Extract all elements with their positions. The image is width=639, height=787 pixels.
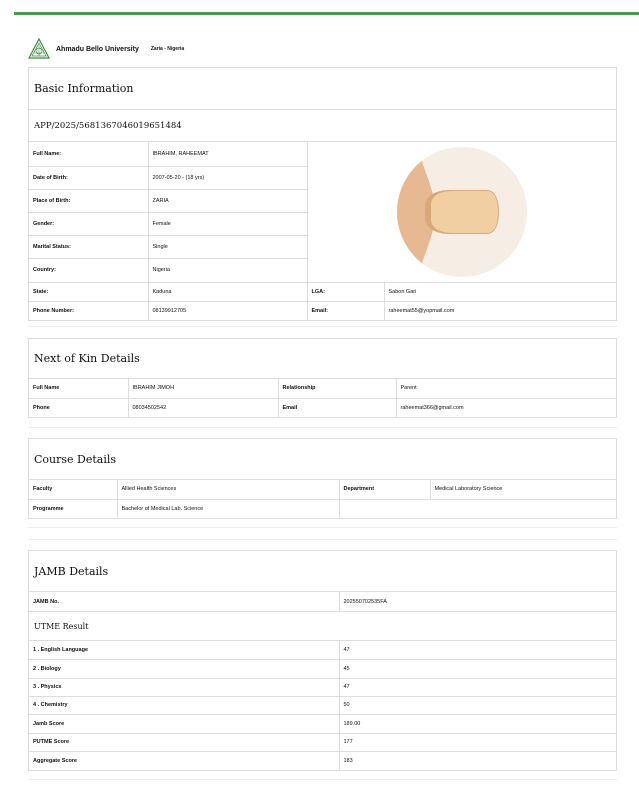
state-value: Kaduna [148,282,307,301]
nok-name-value: IBRAHIM JIMOH [128,379,278,398]
divider [28,527,617,528]
top-accent-bar [14,12,639,15]
nok-name-label: Full Name [29,379,128,398]
section-title: JAMB Details [29,551,616,592]
full-name-value: IBRAHIM, RAHEEMAT [148,142,307,166]
pob-label: Place of Birth: [29,189,148,212]
full-name-label: Full Name: [29,142,148,166]
university-name: Ahmadu Bello University [56,45,139,53]
table-row [29,592,616,611]
table-row [29,696,616,714]
table-row [29,641,616,659]
gender-value: Female [148,212,307,235]
next-of-kin-section [28,338,617,418]
nok-email-label: Email [278,398,396,417]
gender-label: Gender: [29,212,148,235]
jamb-no-label: JAMB No. [29,592,339,611]
subject-name: 4 . Chemistry [29,696,339,714]
department-value: Medical Laboratory Science [430,480,616,499]
jamb-number-table [29,592,616,611]
table-row [29,751,616,770]
divider [28,326,617,327]
table-row [29,379,616,398]
jamb-details-section [28,550,617,771]
putme-score-value: 177 [339,733,616,751]
aggregate-score-label: Aggregate Score [29,751,339,770]
photo-cell [307,142,616,282]
divider [28,539,617,540]
divider [28,427,617,428]
subject-score: 45 [339,659,616,678]
course-details-section [28,438,617,519]
country-value: Nigeria [148,258,307,282]
application-number: APP/2025/5681367046019651484 [29,110,616,142]
course-details-table [29,480,616,518]
pob-value: ZARIA [148,189,307,212]
subject-score: 50 [339,696,616,714]
subject-score: 47 [339,678,616,696]
jamb-no-value: 202550702535FA [339,592,616,611]
university-location: Zaria - Nigeria [150,46,185,52]
marital-status-value: Single [148,235,307,258]
table-row [29,398,616,417]
divider [28,779,617,780]
dob-value: 2007-05-20 - (18 yrs) [148,166,307,189]
table-row [29,714,616,733]
lga-label: LGA: [307,282,384,301]
section-title: Next of Kin Details [29,339,616,379]
table-row [29,733,616,751]
nok-relationship-value: Parent [396,379,616,398]
state-label: State: [29,282,148,301]
country-label: Country: [29,258,148,282]
applicant-photo-avatar [395,145,529,279]
faculty-label: Faculty [29,480,117,499]
basic-information-section [28,67,617,321]
table-row [29,480,616,499]
utme-result-title: UTME Result [29,611,616,641]
programme-value: Bachelor of Medical Lab. Science [117,499,339,518]
page-header [28,37,184,61]
jamb-score-label: Jamb Score [29,714,339,733]
programme-label: Programme [29,499,117,518]
section-title: Course Details [29,439,616,480]
utme-result-table [29,641,616,770]
nok-phone-label: Phone [29,398,128,417]
email-label: Email: [307,301,384,320]
university-logo-icon [28,38,50,60]
basic-info-table [29,142,616,320]
subject-name: 2 . Biology [29,659,339,678]
section-title: Basic Information [29,68,616,110]
nok-relationship-label: Relationship [278,379,396,398]
table-row [29,282,616,301]
faculty-value: Allied Health Sciences [117,480,339,499]
table-row [29,659,616,678]
subject-name: 1 . English Language [29,641,339,659]
table-row [29,301,616,320]
lga-value: Sabon Gari [384,282,616,301]
subject-name: 3 . Physics [29,678,339,696]
email-value: raheemat55@yopmail.com [384,301,616,320]
next-of-kin-table [29,379,616,417]
nok-email-value: raheemat366@gmail.com [396,398,616,417]
nok-phone-value: 08034502542 [128,398,278,417]
department-label: Department [339,480,430,499]
phone-value: 08139912705 [148,301,307,320]
phone-label: Phone Number: [29,301,148,320]
jamb-score-value: 189.00 [339,714,616,733]
table-row [29,678,616,696]
table-row [29,499,616,518]
marital-status-label: Marital Status: [29,235,148,258]
aggregate-score-value: 183 [339,751,616,770]
dob-label: Date of Birth: [29,166,148,189]
putme-score-label: PUTME Score [29,733,339,751]
subject-score: 47 [339,641,616,659]
empty-cell [339,499,616,518]
table-row [29,142,616,166]
